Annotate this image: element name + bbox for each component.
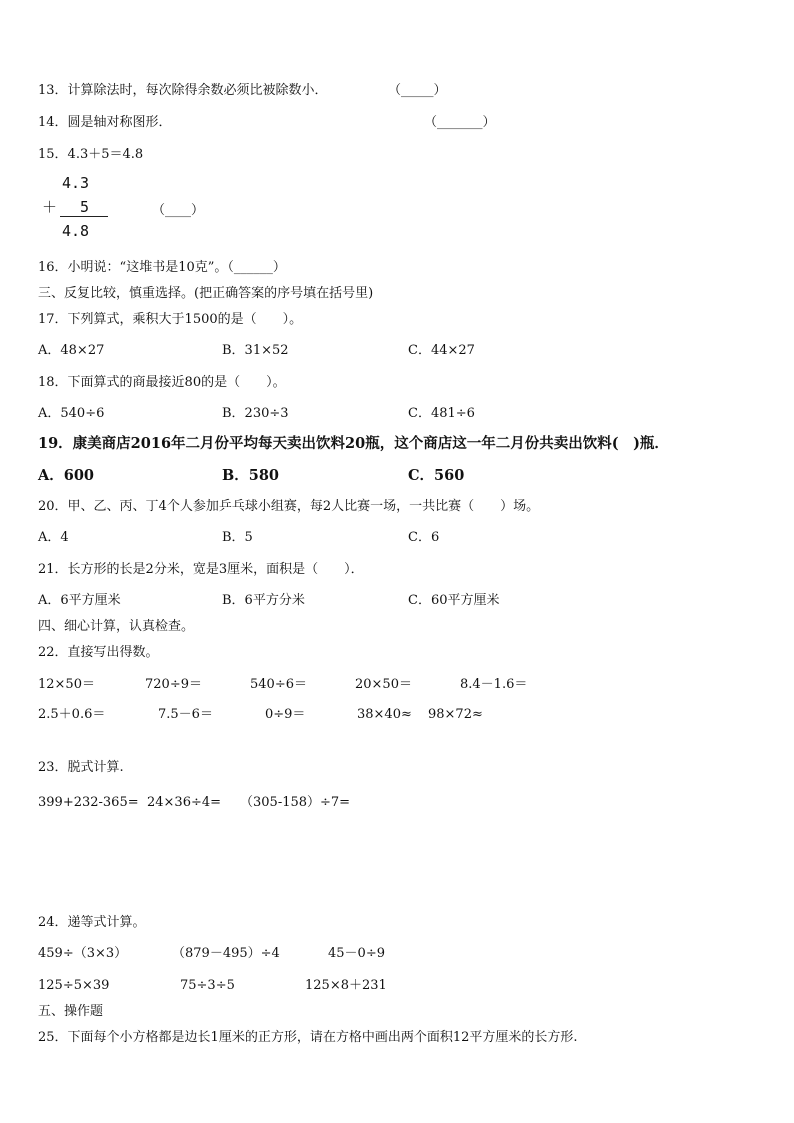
section3-heading: 三、反复比较，慎重选择。(把正确答案的序号填在括号里)	[38, 286, 374, 301]
q14-text: 14．圆是轴对称图形．	[38, 115, 172, 130]
q15-text: 15．4.3＋5＝4.8	[38, 147, 144, 162]
section4-heading: 四、细心计算，认真检查。	[38, 619, 195, 634]
q22-item: 540÷6＝	[250, 677, 307, 692]
q21-option-b[interactable]: B．6平方分米	[222, 593, 305, 608]
q20-option-b[interactable]: B．5	[222, 530, 253, 545]
q13-text: 13．计算除法时，每次除得余数必须比被除数小．	[38, 83, 328, 98]
q22-item: 720÷9＝	[145, 677, 202, 692]
q21-option-a[interactable]: A．6平方厘米	[38, 593, 121, 608]
q22-item: 38×40≈	[357, 707, 412, 722]
q17-option-b[interactable]: B．31×52	[222, 343, 289, 358]
section5-heading: 五、操作题	[38, 1004, 104, 1019]
q23-title: 23．脱式计算.	[38, 760, 124, 775]
q21-text: 21．长方形的长是2分米，宽是3厘米，面积是（ ）．	[38, 562, 364, 577]
q21-option-c[interactable]: C．60平方厘米	[408, 593, 500, 608]
q22-item: 20×50＝	[355, 677, 412, 692]
q19-option-a[interactable]: A．600	[38, 467, 95, 484]
q19-option-c[interactable]: C．560	[408, 467, 465, 484]
q25-text: 25．下面每个小方格都是边长1厘米的正方形，请在方格中画出两个面积12平方厘米的长方形.	[38, 1030, 578, 1045]
q18-option-b[interactable]: B．230÷3	[222, 406, 289, 421]
q19-text: 19．康美商店2016年二月份平均每天卖出饮料20瓶，这个商店这一年二月份共卖出饮料( )瓶．	[38, 435, 669, 452]
calc-divider-line	[60, 216, 108, 217]
q15-answer-bracket[interactable]: （____）	[152, 203, 205, 218]
q23-item: 24×36÷4=	[147, 795, 222, 810]
q17-option-c[interactable]: C．44×27	[408, 343, 475, 358]
q22-item: 12×50＝	[38, 677, 95, 692]
calc-middle-number: 5	[80, 198, 90, 216]
q18-option-c[interactable]: C．481÷6	[408, 406, 475, 421]
q24-item: 459÷（3×3）	[38, 946, 128, 961]
q20-option-a[interactable]: A．4	[38, 530, 69, 545]
q17-text: 17．下列算式，乘积大于1500的是（ ）。	[38, 312, 303, 327]
q22-item: 0÷9＝	[265, 707, 306, 722]
q24-item: （879－495）÷4	[172, 946, 280, 961]
q24-item: 125×8＋231	[305, 978, 387, 993]
q24-item: 45－0÷9	[328, 946, 385, 961]
q13-answer-bracket[interactable]: （_____）	[388, 83, 447, 98]
q17-option-a[interactable]: A．48×27	[38, 343, 105, 358]
q18-text: 18．下面算式的商最接近80的是（ ）。	[38, 375, 286, 390]
q14-answer-bracket[interactable]: （_______）	[424, 115, 496, 130]
q18-option-a[interactable]: A．540÷6	[38, 406, 105, 421]
q19-option-b[interactable]: B．580	[222, 467, 280, 484]
q22-item: 98×72≈	[428, 707, 483, 722]
q23-item: （305-158）÷7=	[240, 795, 351, 810]
calc-top-number: 4.3	[62, 174, 90, 192]
q16-text: 16．小明说：“这堆书是10克”。（______）	[38, 260, 286, 275]
q22-title: 22．直接写出得数。	[38, 645, 159, 660]
q20-text: 20．甲、乙、丙、丁4个人参加乒乓球小组赛，每2人比赛一场，一共比赛（ ）场。	[38, 499, 540, 514]
calc-result-number: 4.8	[62, 222, 90, 240]
q24-item: 75÷3÷5	[180, 978, 235, 993]
q22-item: 7.5－6＝	[158, 707, 213, 722]
q22-item: 2.5＋0.6＝	[38, 707, 106, 722]
q22-item: 8.4－1.6＝	[460, 677, 528, 692]
q24-title: 24．递等式计算。	[38, 915, 146, 930]
q24-item: 125÷5×39	[38, 978, 110, 993]
q20-option-c[interactable]: C．6	[408, 530, 440, 545]
calc-plus-sign: ＋	[42, 198, 58, 216]
q23-item: 399+232-365=	[38, 795, 139, 810]
